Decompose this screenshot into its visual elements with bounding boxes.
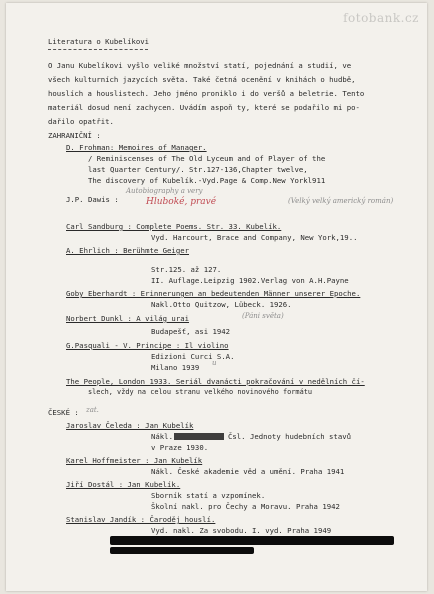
entry-pasquali-line-2: Edizioni Curci S.A.: [151, 352, 235, 361]
entry-dostal-line-3: Školní nakl. pro Čechy a Moravu. Praha 1942: [151, 502, 340, 511]
handwritten-note-dawis-a: Autobiography a very: [126, 187, 203, 195]
entry-frohman-line-3: last Quarter Century/. Str.127-136,Chapter twelve,: [88, 165, 308, 174]
intro-line-4: materiál dosud není zachycen. Uvádím aspoň ty, které se podařilo mi po-: [48, 103, 360, 112]
entry-dawis-author: J.P. Dawis :: [66, 195, 119, 204]
handwritten-note-dawis-c: (Velký velký americký román): [288, 197, 394, 205]
handwritten-note-czech: zat.: [86, 406, 99, 414]
section-czech-heading: ČESKÉ :: [48, 408, 79, 417]
intro-line-2: všech kulturních jazycích světa. Také četná ocenění v knihách o hudbě,: [48, 75, 356, 84]
document-title: Literatura o Kubelíkovi: [48, 37, 150, 46]
entry-eberhardt-line-2: Nakl.Otto Quitzow, Lübeck. 1926.: [151, 300, 292, 309]
handwritten-note-dawis-b: Hluboké, pravé: [146, 197, 217, 207]
entry-celeda-line-2: Čsl. Jednoty hudebních stavů: [228, 432, 352, 441]
entry-jandik-line-2: Vyd. nakl. Za svobodu. I. vyd. Praha 1949: [151, 526, 332, 535]
section-foreign-heading: ZAHRANIČNÍ :: [48, 131, 101, 140]
intro-line-3: houslích a houslistech. Jeho jméno proniklo i do veršů a beletrie. Tento: [48, 89, 365, 98]
redaction-bar-2: [110, 547, 254, 554]
entry-celeda-nakl: Nákl.: [151, 432, 173, 441]
intro-line-1: O Janu Kubelíkovi vyšlo veliké množství statí, pojednání a studií, ve: [48, 61, 352, 70]
entry-frohman-line-1: D. Frohman: Memoires of Manager.: [66, 143, 207, 152]
title-underline: [48, 49, 148, 50]
redaction-bar-1: [110, 536, 394, 545]
watermark: fotobank.cz: [343, 11, 419, 25]
entry-ehrlich-line-2: Str.125. až 127.: [151, 265, 222, 274]
entry-ehrlich-line-1: A. Ehrlich : Berühmte Geiger: [66, 246, 190, 255]
entry-dostal-line-2: Sborník statí a vzpomínek.: [151, 491, 266, 500]
entry-pasquali-line-3: Milano 1939: [151, 363, 200, 372]
entry-sandburg-line-2: Vyd. Harcourt, Brace and Company, New York,19..: [151, 233, 358, 242]
entry-ehrlich-line-3: II. Auflage.Leipzig 1902.Verlag von A.H.Payne: [151, 276, 349, 285]
intro-line-5: dařilo opatřit.: [48, 117, 114, 126]
entry-dostal-line-1: Jiří Dostál : Jan Kubelík.: [66, 480, 181, 489]
handwritten-note-pasquali: u: [212, 359, 217, 367]
struck-out-text: [174, 433, 224, 440]
entry-people-line-1: The People, London 1933. Seriál dvanácti pokračování v nedělních čí-: [66, 377, 365, 386]
entry-celeda-line-3: v Praze 1930.: [151, 443, 209, 452]
handwritten-note-dunkl: (Páni světa): [242, 312, 284, 320]
entry-eberhardt-line-1: Goby Eberhardt : Erinnerungen an bedeutenden Männer unserer Epoche.: [66, 289, 361, 298]
entry-sandburg-line-1: Carl Sandburg : Complete Poems. Str. 33. Kubelík.: [66, 222, 282, 231]
entry-hoffmeister-line-1: Karel Hoffmeister : Jan Kubelík: [66, 456, 203, 465]
entry-dunkl-line-1: Norbert Dunkl : A világ urai: [66, 314, 190, 323]
entry-hoffmeister-line-2: Nákl. České akademie věd a umění. Praha 1941: [151, 467, 345, 476]
entry-pasquali-line-1: G.Pasquali - V. Principe : Il violino: [66, 341, 229, 350]
entry-jandik-line-1: Stanislav Jandík : Čaroděj houslí.: [66, 515, 216, 524]
entry-frohman-line-4: The discovery of Kubelík.-Vyd.Page & Comp.New Yorkl911: [88, 176, 326, 185]
document-page: [6, 3, 427, 591]
entry-frohman-line-2: / Reminiscenses of The Old Lyceum and of Player of the: [88, 154, 326, 163]
entry-dunkl-line-2: Budapešť, asi 1942: [151, 327, 231, 336]
entry-people-line-2: slech, vždy na celou stranu velkého novinového formátu: [88, 388, 313, 396]
entry-celeda-line-1: Jaroslav Čeleda : Jan Kubelík: [66, 421, 194, 430]
